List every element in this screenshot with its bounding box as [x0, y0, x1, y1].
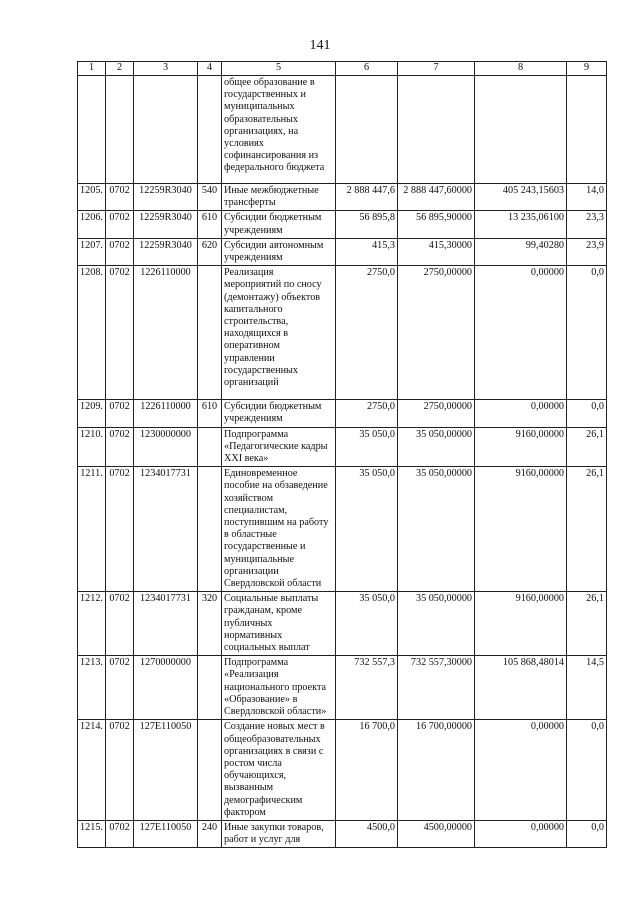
expense-type [198, 656, 222, 720]
row-number [78, 76, 106, 184]
execution-percent: 0,0 [567, 266, 607, 400]
row-number: 1211. [78, 467, 106, 592]
target-code: 12259R3040 [134, 211, 198, 238]
table-row [78, 400, 607, 427]
header-cell: 9 [567, 62, 607, 76]
plan-amount-precise: 35 050,00000 [398, 592, 475, 656]
item-name: Иные межбюджетные трансферты [222, 184, 336, 211]
section-code: 0702 [106, 184, 134, 211]
table-row [78, 238, 607, 265]
plan-amount [336, 76, 398, 184]
execution-percent: 0,0 [567, 400, 607, 427]
plan-amount-precise: 16 700,00000 [398, 720, 475, 821]
header-row [78, 62, 607, 76]
execution-percent: 0,0 [567, 820, 607, 847]
plan-amount: 2750,0 [336, 266, 398, 400]
target-code [134, 76, 198, 184]
header-cell: 3 [134, 62, 198, 76]
plan-amount: 415,3 [336, 238, 398, 265]
expense-type: 620 [198, 238, 222, 265]
table-row [78, 467, 607, 592]
section-code: 0702 [106, 467, 134, 592]
plan-amount: 2750,0 [336, 400, 398, 427]
target-code: 1226110000 [134, 266, 198, 400]
execution-percent: 26,1 [567, 592, 607, 656]
plan-amount: 16 700,0 [336, 720, 398, 821]
executed-amount: 0,00000 [475, 400, 567, 427]
header-cell: 4 [198, 62, 222, 76]
table-row [78, 427, 607, 467]
plan-amount-precise [398, 76, 475, 184]
row-number: 1208. [78, 266, 106, 400]
executed-amount: 0,00000 [475, 820, 567, 847]
expense-type [198, 266, 222, 400]
plan-amount: 35 050,0 [336, 467, 398, 592]
target-code: 1234017731 [134, 467, 198, 592]
expense-type [198, 76, 222, 184]
table-row [78, 76, 607, 184]
item-name: общее образование в государственных и муниципальных образовательных организациях, на условиях софинансирования из федерального бюджета [222, 76, 336, 184]
header-cell: 7 [398, 62, 475, 76]
row-number: 1207. [78, 238, 106, 265]
item-name: Субсидии бюджетным учреждениям [222, 211, 336, 238]
row-number: 1205. [78, 184, 106, 211]
header-cell: 1 [78, 62, 106, 76]
table-row [78, 266, 607, 400]
header-cell: 2 [106, 62, 134, 76]
plan-amount-precise: 732 557,30000 [398, 656, 475, 720]
section-code: 0702 [106, 238, 134, 265]
target-code: 127E110050 [134, 720, 198, 821]
executed-amount: 13 235,06100 [475, 211, 567, 238]
budget-table [77, 61, 607, 848]
expense-type [198, 720, 222, 821]
table-row [78, 211, 607, 238]
section-code: 0702 [106, 400, 134, 427]
executed-amount: 105 868,48014 [475, 656, 567, 720]
plan-amount-precise: 35 050,00000 [398, 467, 475, 592]
table-row [78, 592, 607, 656]
item-name: Подпрограмма «Реализация национального проекта «Образование» в Свердловской области» [222, 656, 336, 720]
execution-percent [567, 76, 607, 184]
target-code: 1234017731 [134, 592, 198, 656]
expense-type: 610 [198, 211, 222, 238]
plan-amount: 4500,0 [336, 820, 398, 847]
section-code: 0702 [106, 211, 134, 238]
plan-amount-precise: 4500,00000 [398, 820, 475, 847]
expense-type: 240 [198, 820, 222, 847]
table-row [78, 720, 607, 821]
row-number: 1215. [78, 820, 106, 847]
section-code: 0702 [106, 427, 134, 467]
page-number: 141 [309, 38, 331, 53]
expense-type [198, 467, 222, 592]
row-number: 1213. [78, 656, 106, 720]
execution-percent: 26,1 [567, 427, 607, 467]
executed-amount: 9160,00000 [475, 592, 567, 656]
item-name: Создание новых мест в общеобразовательных организациях в связи с ростом числа обучающихся, вызванным демографическим фактором [222, 720, 336, 821]
target-code: 12259R3040 [134, 184, 198, 211]
target-code: 1230000000 [134, 427, 198, 467]
executed-amount: 99,40280 [475, 238, 567, 265]
row-number: 1209. [78, 400, 106, 427]
plan-amount-precise: 35 050,00000 [398, 427, 475, 467]
target-code: 12259R3040 [134, 238, 198, 265]
item-name: Субсидии бюджетным учреждениям [222, 400, 336, 427]
item-name: Реализация мероприятий по сносу (демонтажу) объектов капитального строительства, находящихся в оперативном управлении государственных организаций [222, 266, 336, 400]
execution-percent: 26,1 [567, 467, 607, 592]
plan-amount: 56 895,8 [336, 211, 398, 238]
row-number: 1210. [78, 427, 106, 467]
plan-amount: 732 557,3 [336, 656, 398, 720]
expense-type [198, 427, 222, 467]
executed-amount: 0,00000 [475, 720, 567, 821]
table-row [78, 656, 607, 720]
executed-amount: 405 243,15603 [475, 184, 567, 211]
target-code: 127E110050 [134, 820, 198, 847]
execution-percent: 23,9 [567, 238, 607, 265]
plan-amount-precise: 2750,00000 [398, 400, 475, 427]
execution-percent: 23,3 [567, 211, 607, 238]
row-number: 1214. [78, 720, 106, 821]
header-cell: 8 [475, 62, 567, 76]
executed-amount: 0,00000 [475, 266, 567, 400]
plan-amount-precise: 2750,00000 [398, 266, 475, 400]
plan-amount-precise: 56 895,90000 [398, 211, 475, 238]
section-code: 0702 [106, 656, 134, 720]
header-cell: 6 [336, 62, 398, 76]
execution-percent: 0,0 [567, 720, 607, 821]
item-name: Субсидии автономным учреждениям [222, 238, 336, 265]
section-code [106, 76, 134, 184]
expense-type: 540 [198, 184, 222, 211]
executed-amount: 9160,00000 [475, 467, 567, 592]
target-code: 1270000000 [134, 656, 198, 720]
item-name: Иные закупки товаров, работ и услуг для [222, 820, 336, 847]
section-code: 0702 [106, 820, 134, 847]
plan-amount: 35 050,0 [336, 592, 398, 656]
executed-amount: 9160,00000 [475, 427, 567, 467]
header-cell: 5 [222, 62, 336, 76]
item-name: Единовременное пособие на обзаведение хозяйством специалистам, поступившим на работу в областные государственные и муниципальные организации Свердловской области [222, 467, 336, 592]
item-name: Подпрограмма «Педагогические кадры XXI века» [222, 427, 336, 467]
section-code: 0702 [106, 720, 134, 821]
executed-amount [475, 76, 567, 184]
plan-amount: 35 050,0 [336, 427, 398, 467]
table-row [78, 184, 607, 211]
row-number: 1206. [78, 211, 106, 238]
plan-amount: 2 888 447,6 [336, 184, 398, 211]
plan-amount-precise: 2 888 447,60000 [398, 184, 475, 211]
execution-percent: 14,0 [567, 184, 607, 211]
section-code: 0702 [106, 266, 134, 400]
expense-type: 320 [198, 592, 222, 656]
execution-percent: 14,5 [567, 656, 607, 720]
expense-type: 610 [198, 400, 222, 427]
table-row [78, 820, 607, 847]
item-name: Социальные выплаты гражданам, кроме публичных нормативных социальных выплат [222, 592, 336, 656]
section-code: 0702 [106, 592, 134, 656]
row-number: 1212. [78, 592, 106, 656]
target-code: 1226110000 [134, 400, 198, 427]
plan-amount-precise: 415,30000 [398, 238, 475, 265]
